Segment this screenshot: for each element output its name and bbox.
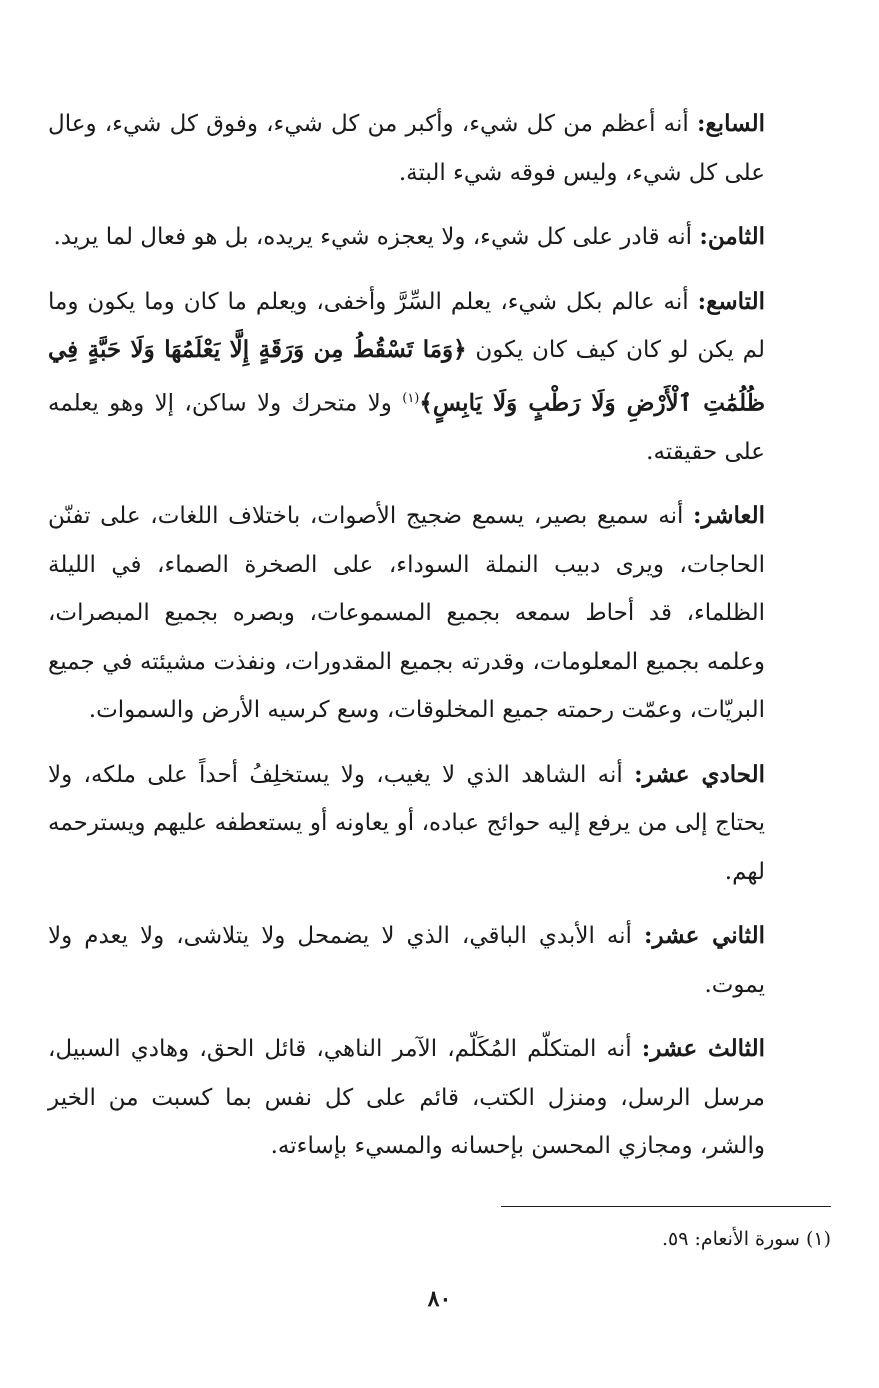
paragraph-eleventh [48,751,765,897]
paragraph-heading: الثاني عشر: [643,922,765,950]
footnote-divider [501,1206,831,1207]
page-body [48,100,765,1187]
paragraph-tenth [48,492,765,735]
paragraph-text: أنه الشاهد الذي لا يغيب، ولا يستخلِفُ أحداً على ملكه، ولا يحتاج إلى من يرفع إليه حوائج عباده، أو يعاونه أو يستعطفه عليهم ويسترحمه لهم. [48,761,765,885]
footnote-reference: (١) [402,390,420,406]
paragraph-twelfth [48,912,765,1009]
paragraph-heading: الثامن: [699,223,765,250]
paragraph-heading: الثالث عشر: [641,1035,765,1063]
paragraph-text: أنه سميع بصير، يسمع ضجيج الأصوات، باختلاف اللغات، على تفنّن الحاجات، ويرى دبيب النملة السوداء، على الصخرة الصماء، في الليلة الظلماء، قد أحاط سمعه بجميع المسموعات، وبصره بجميع المبصرات، وعلمه بجميع المعلومات، وقدرته بجميع المقدورات، ونفذت مشيئته في جميع البريّات، وعمّت رحمته جميع المخلوقات، وسع كرسيه الأرض والسموات. [48,503,765,724]
paragraph-heading: التاسع: [697,287,765,315]
paragraph-heading: العاشر: [693,502,765,530]
quran-verse: ﴿وَمَا تَسْقُطُ مِن وَرَقَةٍ إِلَّا يَعْلَمُهَا وَلَا حَبَّةٍ فِي ظُلُمَٰتِ ٱلْأَرْضِ وَلَا رَطْبٍ وَلَا يَابِسٍ﴾ [48,336,766,417]
paragraph-thirteenth [48,1025,765,1171]
paragraph-heading: الحادي عشر: [634,760,765,788]
paragraph-text: أنه أعظم من كل شيء، وأكبر من كل شيء، وفوق كل شيء، وعال على كل شيء، وليس فوقه شيء البتة. [48,111,765,186]
paragraph-text: أنه الأبدي الباقي، الذي لا يضمحل ولا يتلاشى، ولا يعدم ولا يموت. [48,923,765,998]
paragraph-text: أنه المتكلّم المُكَلّم، الآمر الناهي، قائل الحق، وهادي السبيل، مرسل الرسل، ومنزل الكتب، قائم على كل نفس بما كسبت من الخير والشر، ومجازي المحسن بإحسانه والمسيء بإساءته. [48,1036,765,1160]
footnote: (١) سورة الأنعام: ٥٩. [661,1228,831,1250]
paragraph-text: أنه قادر على كل شيء، ولا يعجزه شيء يريده، بل هو فعال لما يريد. [53,224,700,250]
page-number: ٨٠ [427,1286,452,1312]
paragraph-eighth [48,213,765,262]
paragraph-ninth [48,278,765,477]
paragraph-heading: السابع: [696,110,765,137]
paragraph-seventh [48,100,765,197]
paragraph-text: ولا متحرك ولا ساكن، إلا وهو يعلمه على حقيقته. [48,390,765,465]
paragraph-text: أنه عالم بكل شيء، يعلم السِّرَّ وأخفى، ويعلم ما كان وما يكون وما لم يكن لو كان كيف كان يكون [48,288,765,363]
